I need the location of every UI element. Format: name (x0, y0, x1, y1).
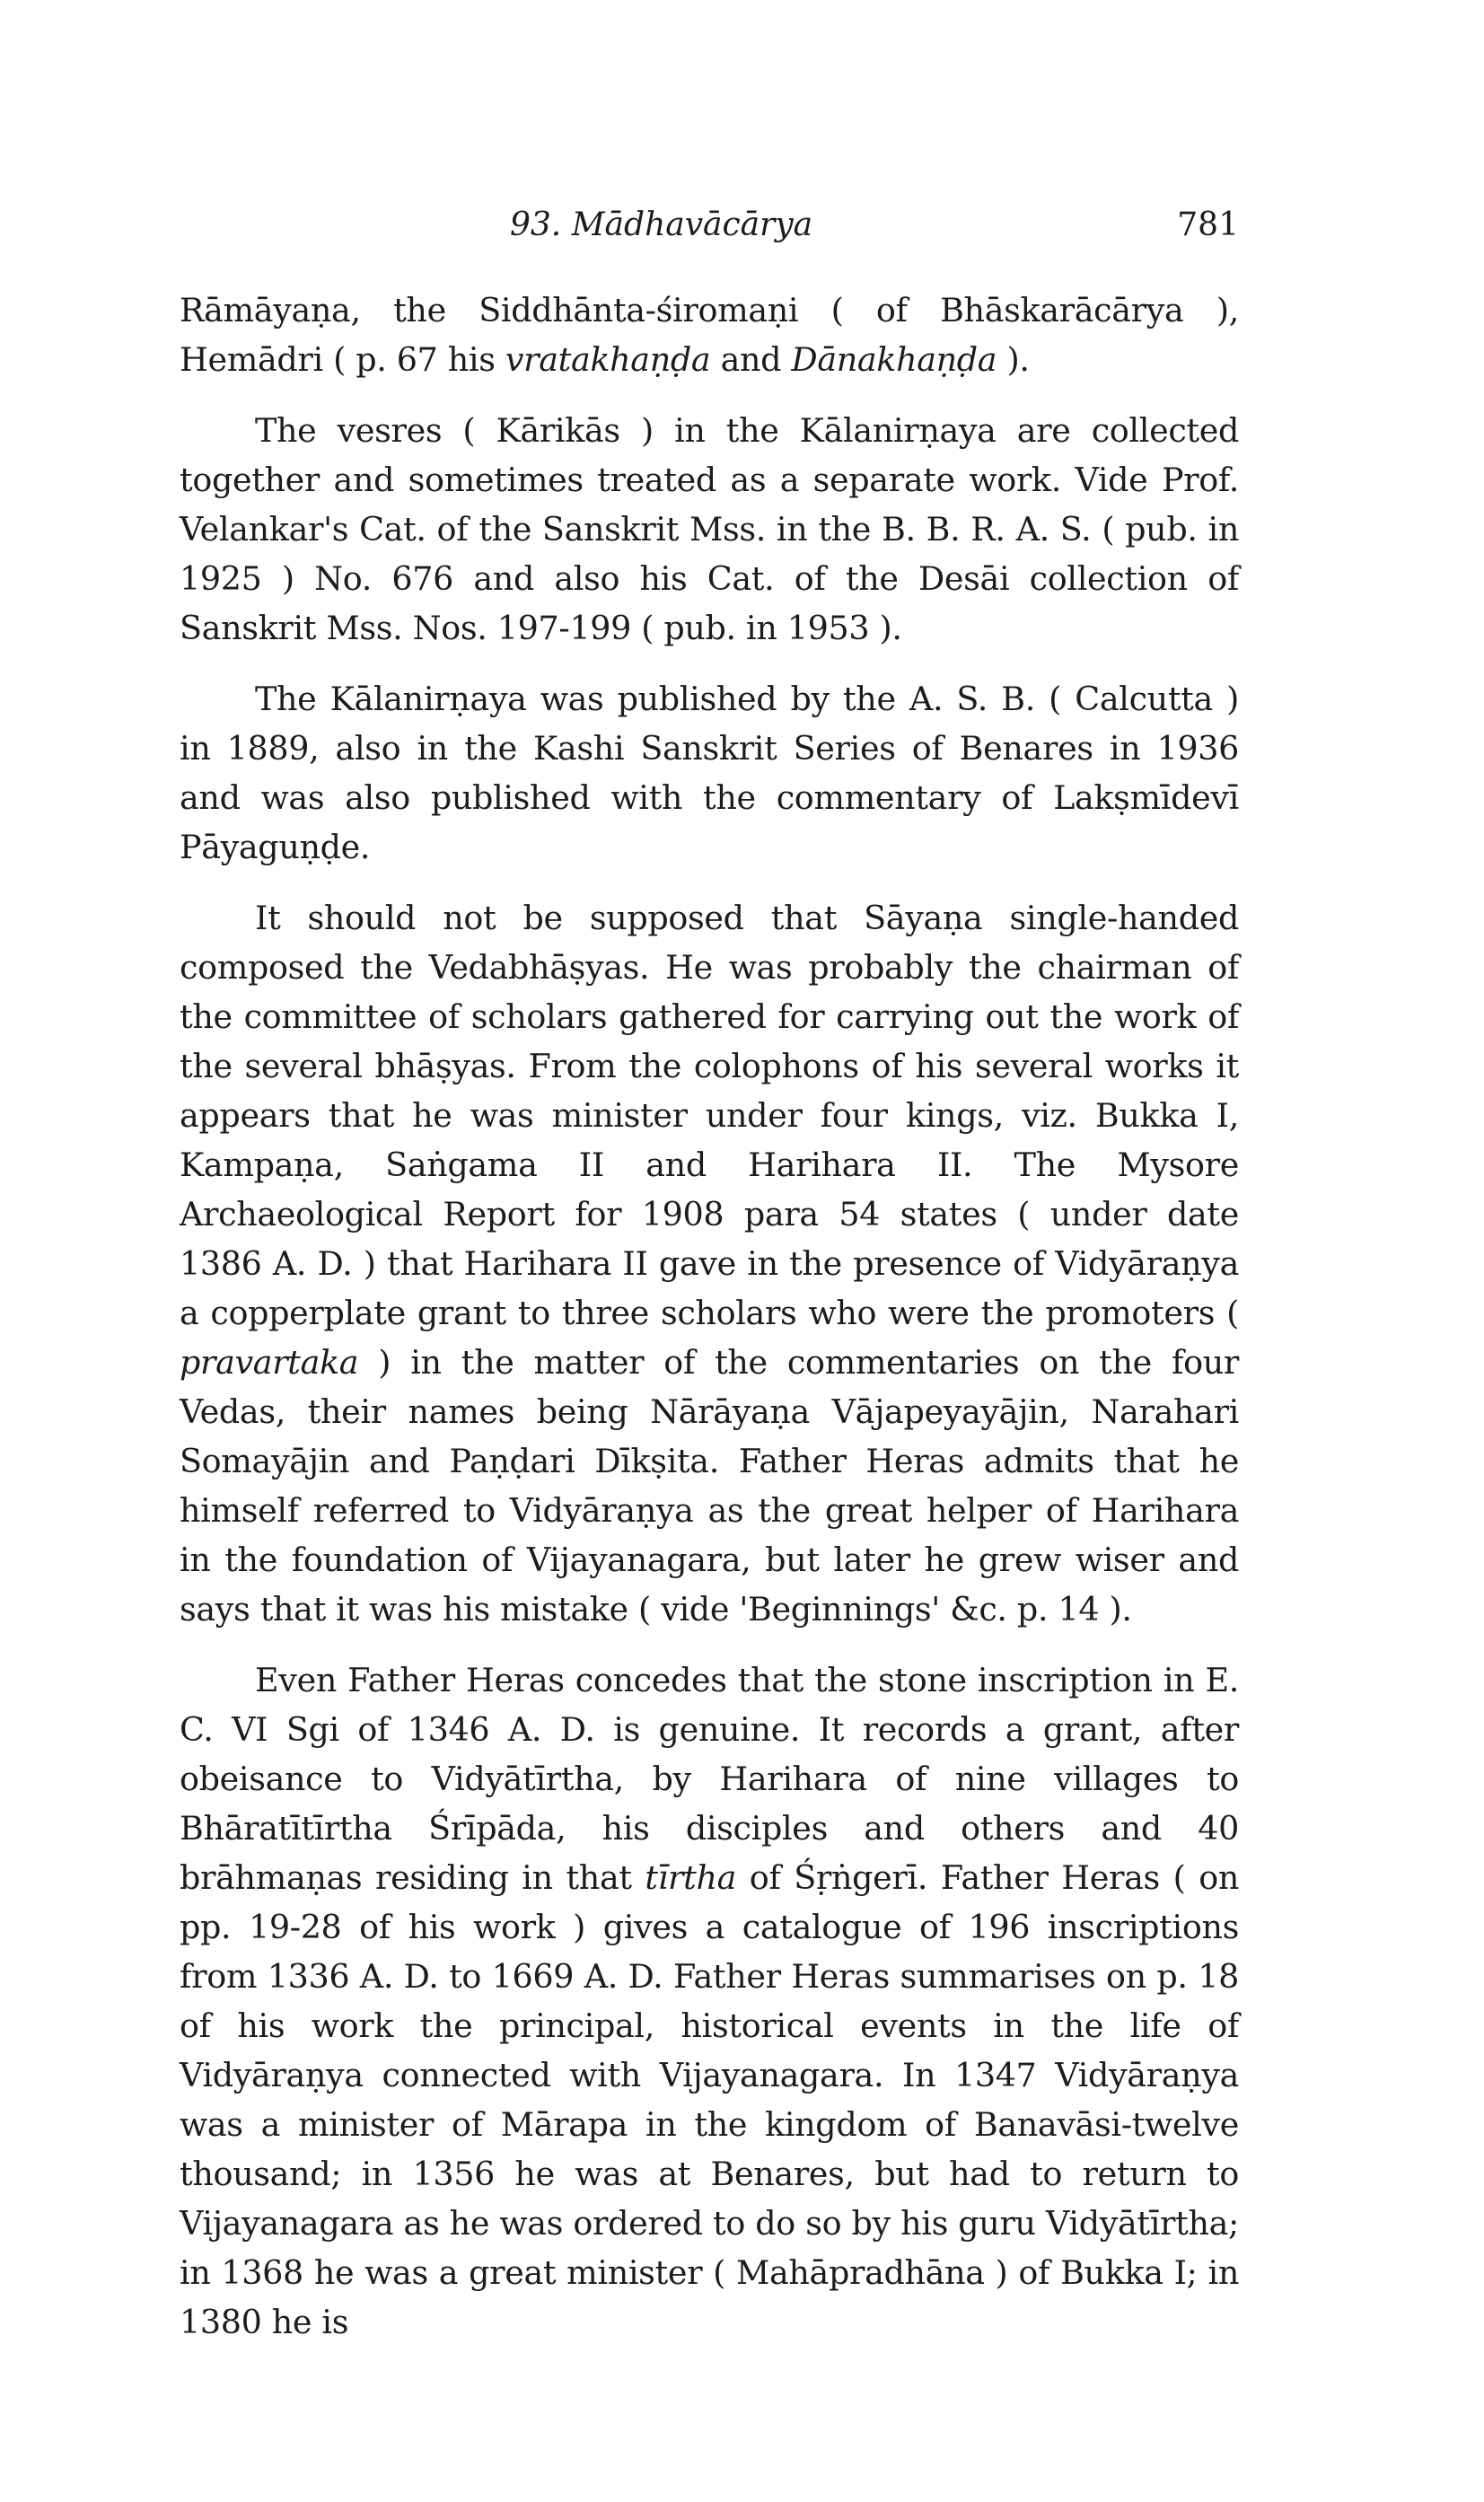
chapter-title: 93. Mādhavācārya (510, 206, 813, 243)
text-run: ) in the matter of the commentaries on the four Vedas, their names being Nārāyaṇa Vājapeyayājin, Narahari Somayājin and Paṇḍari Dīkṣita. Father Heras admits that he himself referred to Vidyāraṇya as the great helper of Harihara in the foundation of Vijayanagara, but later he grew wiser and says that it was his mistake ( vide 'Beginnings' &c. p. 14 ). (180, 1343, 1239, 1628)
italic-text-run: Dānakhaṇḍa (791, 340, 997, 379)
paragraph (180, 1655, 1239, 2347)
text-run: ). (997, 340, 1030, 379)
paragraph (180, 285, 1239, 384)
text-run: It should not be supposed that Sāyaṇa single-handed composed the Vedabhāṣyas. He was probably the chairman of the committee of scholars gathered for carrying out the work of the several bhāṣyas. From the colophons of his several works it appears that he was minister under four kings, viz. Bukka I, Kampaṇa, Saṅgama II and Harihara II. The Mysore Archaeological Report for 1908 para 54 states ( under date 1386 A. D. ) that Harihara II gave in the presence of Vidyāraṇya a copperplate grant to three scholars who were the promoters ( (180, 899, 1239, 1332)
page-number: 781 (1177, 206, 1239, 243)
text-run: Even Father Heras concedes that the stone inscription in E. C. VI Sgi of 1346 A. D. is genuine. It records a grant, after obeisance to Vidyātīrtha, by Harihara of nine villages to Bhāratītīrtha Śrīpāda, his disciples and others and 40 brāhmaṇas residing in that (180, 1661, 1239, 1897)
text-run: Rāmāyaṇa, the Siddhānta-śiromaṇi ( of Bhāskarācārya ), Hemādri ( p. 67 his (180, 291, 1239, 379)
text-run: and (710, 340, 792, 379)
italic-text-run: tīrtha (645, 1858, 737, 1897)
text-run: The vesres ( Kārikās ) in the Kālanirṇaya are collected together and sometimes treated as a separate work. Vide Prof. Velankar's Cat. of the Sanskrit Mss. in the B. B. R. A. S. ( pub. in 1925 ) No. 676 and also his Cat. of the Desāi collection of Sanskrit Mss. Nos. 197-199 ( pub. in 1953 ). (180, 411, 1239, 647)
italic-text-run: pravartaka (180, 1343, 359, 1382)
running-head (180, 199, 1239, 253)
body-text (180, 285, 1239, 2347)
italic-text-run: vratakhaṇḍa (505, 340, 711, 379)
paragraph (180, 406, 1239, 653)
text-run: of Śṛṅgerī. Father Heras ( on pp. 19-28 of his work ) gives a catalogue of 196 inscriptions from 1336 A. D. to 1669 A. D. Father Heras summarises on p. 18 of his work the principal, historical events in the life of Vidyāraṇya connected with Vijayanagara. In 1347 Vidyāraṇya was a minister of Mārapa in the kingdom of Banavāsi-twelve thousand; in 1356 he was at Benares, but had to return to Vijayanagara as he was ordered to do so by his guru Vidyātīrtha; in 1368 he was a great minister ( Mahāpradhāna ) of Bukka I; in 1380 he is (180, 1858, 1239, 2341)
paragraph (180, 893, 1239, 1634)
text-run: The Kālanirṇaya was published by the A. S. B. ( Calcutta ) in 1889, also in the Kashi Sanskrit Series of Benares in 1936 and was also published with the commentary of Lakṣmīdevī Pāyaguṇḍe. (180, 680, 1239, 866)
paragraph (180, 674, 1239, 872)
